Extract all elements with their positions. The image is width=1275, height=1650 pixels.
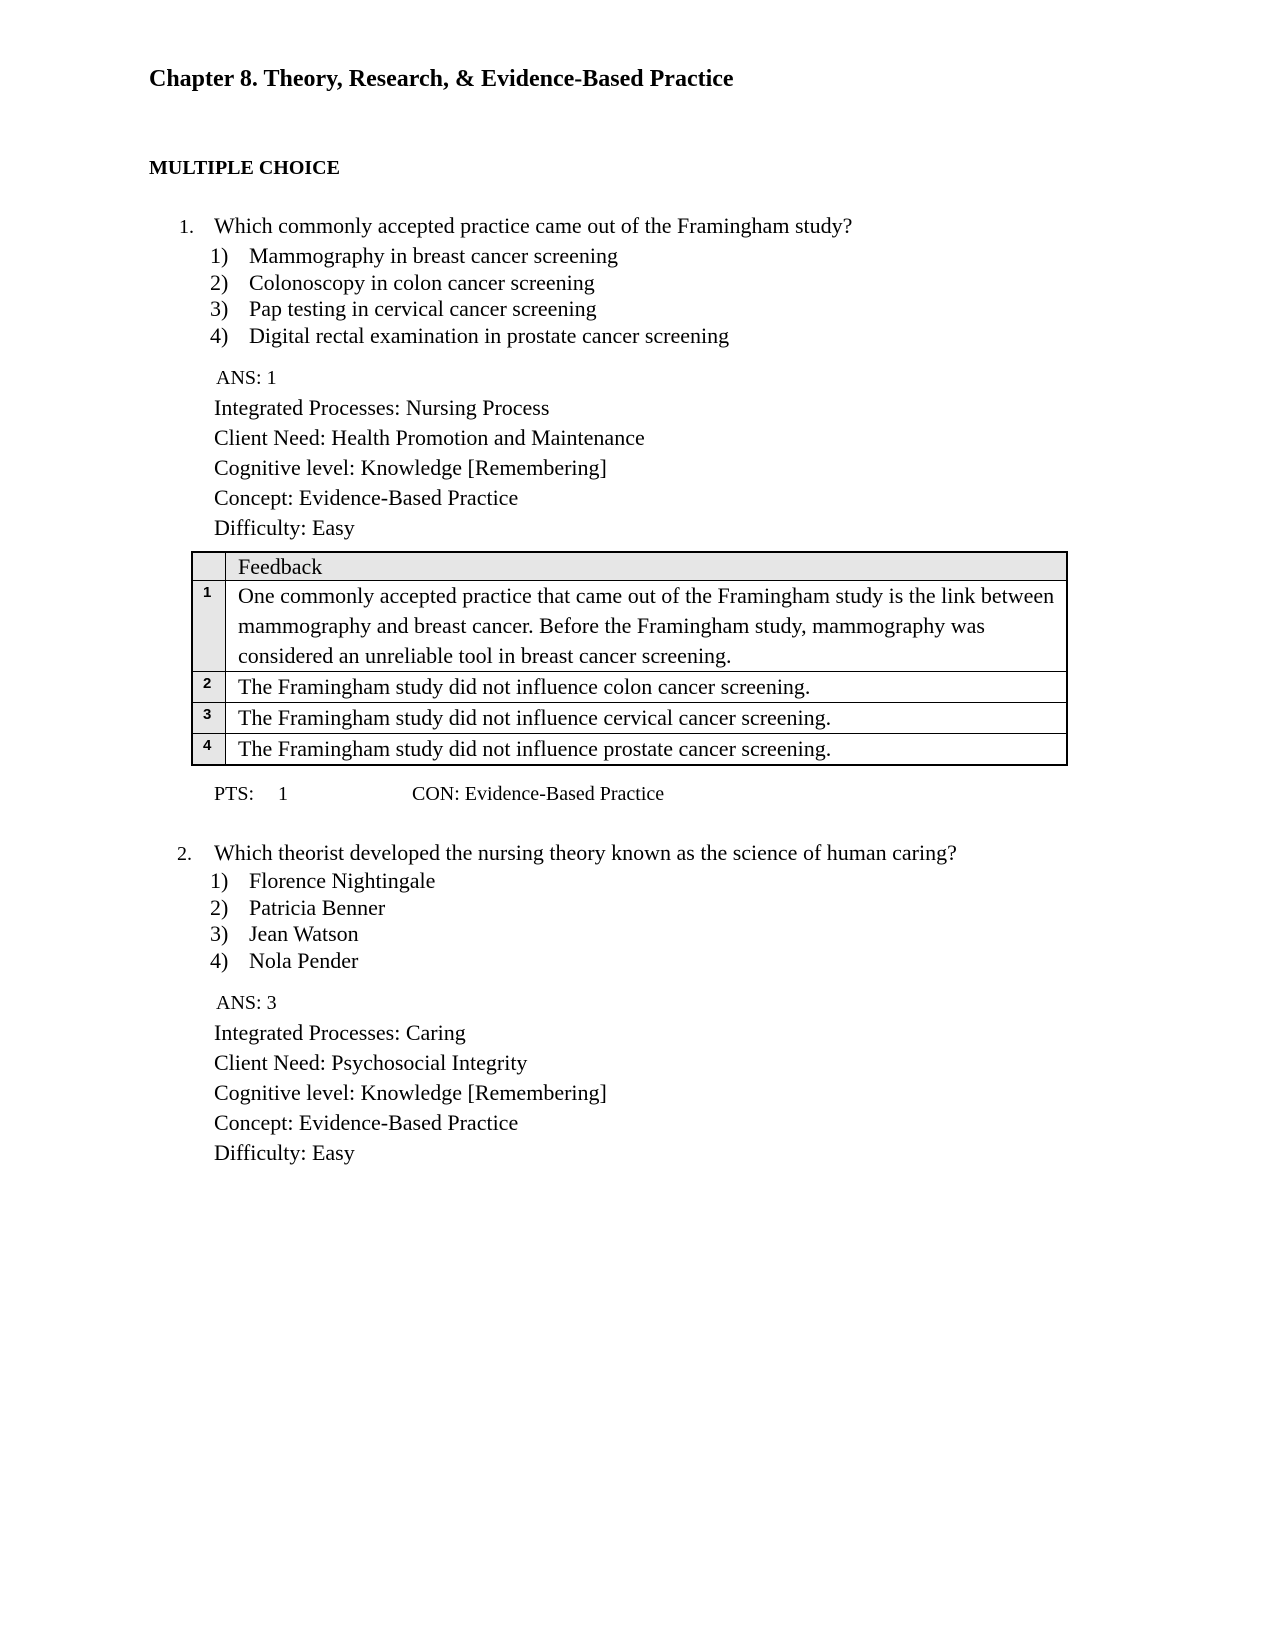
feedback-row-number: 4 [192, 734, 226, 766]
option-number: 2) [210, 270, 229, 295]
page-title: Chapter 8. Theory, Research, & Evidence-Based Practice [149, 66, 734, 92]
option-number: 2) [210, 895, 229, 920]
feedback-header-row [192, 552, 1067, 581]
feedback-row-text: The Framingham study did not influence colon cancer screening. [226, 672, 1068, 703]
feedback-row-number: 3 [192, 703, 226, 734]
question-number: 2. [177, 843, 192, 865]
client-need: Client Need: Psychosocial Integrity [214, 1050, 528, 1075]
feedback-row-number: 2 [192, 672, 226, 703]
option-text: Florence Nightingale [249, 868, 436, 893]
question-number: 1. [179, 216, 194, 238]
option-text: Mammography in breast cancer screening [249, 243, 618, 268]
feedback-row-text: One commonly accepted practice that came out of the Framingham study is the link between mammography and breast cancer. Before the Framingham study, mammography was considered an unreliable tool in breast cancer screening. [226, 581, 1068, 672]
section-heading: MULTIPLE CHOICE [149, 157, 340, 179]
points-label: PTS: [214, 783, 255, 805]
feedback-table [191, 551, 1068, 766]
option-number: 3) [210, 921, 229, 946]
option-text: Jean Watson [249, 921, 359, 946]
option-number: 3) [210, 296, 229, 321]
concept: Concept: Evidence-Based Practice [214, 1110, 519, 1135]
feedback-row [192, 581, 1067, 672]
feedback-header-blank [192, 552, 226, 581]
concept-code: CON: Evidence-Based Practice [412, 783, 665, 805]
answer-key: ANS: 3 [216, 992, 277, 1014]
option-number: 4) [210, 948, 229, 973]
integrated-processes: Integrated Processes: Caring [214, 1020, 466, 1045]
client-need: Client Need: Health Promotion and Maintenance [214, 425, 645, 450]
difficulty: Difficulty: Easy [214, 515, 355, 540]
feedback-row [192, 672, 1067, 703]
feedback-row-text: The Framingham study did not influence cervical cancer screening. [226, 703, 1068, 734]
points-value: 1 [278, 783, 288, 805]
cognitive-level: Cognitive level: Knowledge [Remembering] [214, 1080, 607, 1105]
option-number: 4) [210, 323, 229, 348]
option-text: Patricia Benner [249, 895, 386, 920]
feedback-row [192, 703, 1067, 734]
cognitive-level: Cognitive level: Knowledge [Remembering] [214, 455, 607, 480]
feedback-row [192, 734, 1067, 766]
question-stem: Which commonly accepted practice came out of the Framingham study? [214, 213, 853, 238]
option-text: Colonoscopy in colon cancer screening [249, 270, 595, 295]
integrated-processes: Integrated Processes: Nursing Process [214, 395, 550, 420]
option-text: Pap testing in cervical cancer screening [249, 296, 597, 321]
feedback-row-text: The Framingham study did not influence prostate cancer screening. [226, 734, 1068, 766]
option-text: Nola Pender [249, 948, 359, 973]
difficulty: Difficulty: Easy [214, 1140, 355, 1165]
question-stem: Which theorist developed the nursing theory known as the science of human caring? [214, 840, 957, 865]
concept: Concept: Evidence-Based Practice [214, 485, 519, 510]
option-number: 1) [210, 868, 229, 893]
option-text: Digital rectal examination in prostate cancer screening [249, 323, 730, 348]
feedback-header: Feedback [226, 552, 1068, 581]
answer-key: ANS: 1 [216, 367, 277, 389]
feedback-row-number: 1 [192, 581, 226, 672]
option-number: 1) [210, 243, 229, 268]
